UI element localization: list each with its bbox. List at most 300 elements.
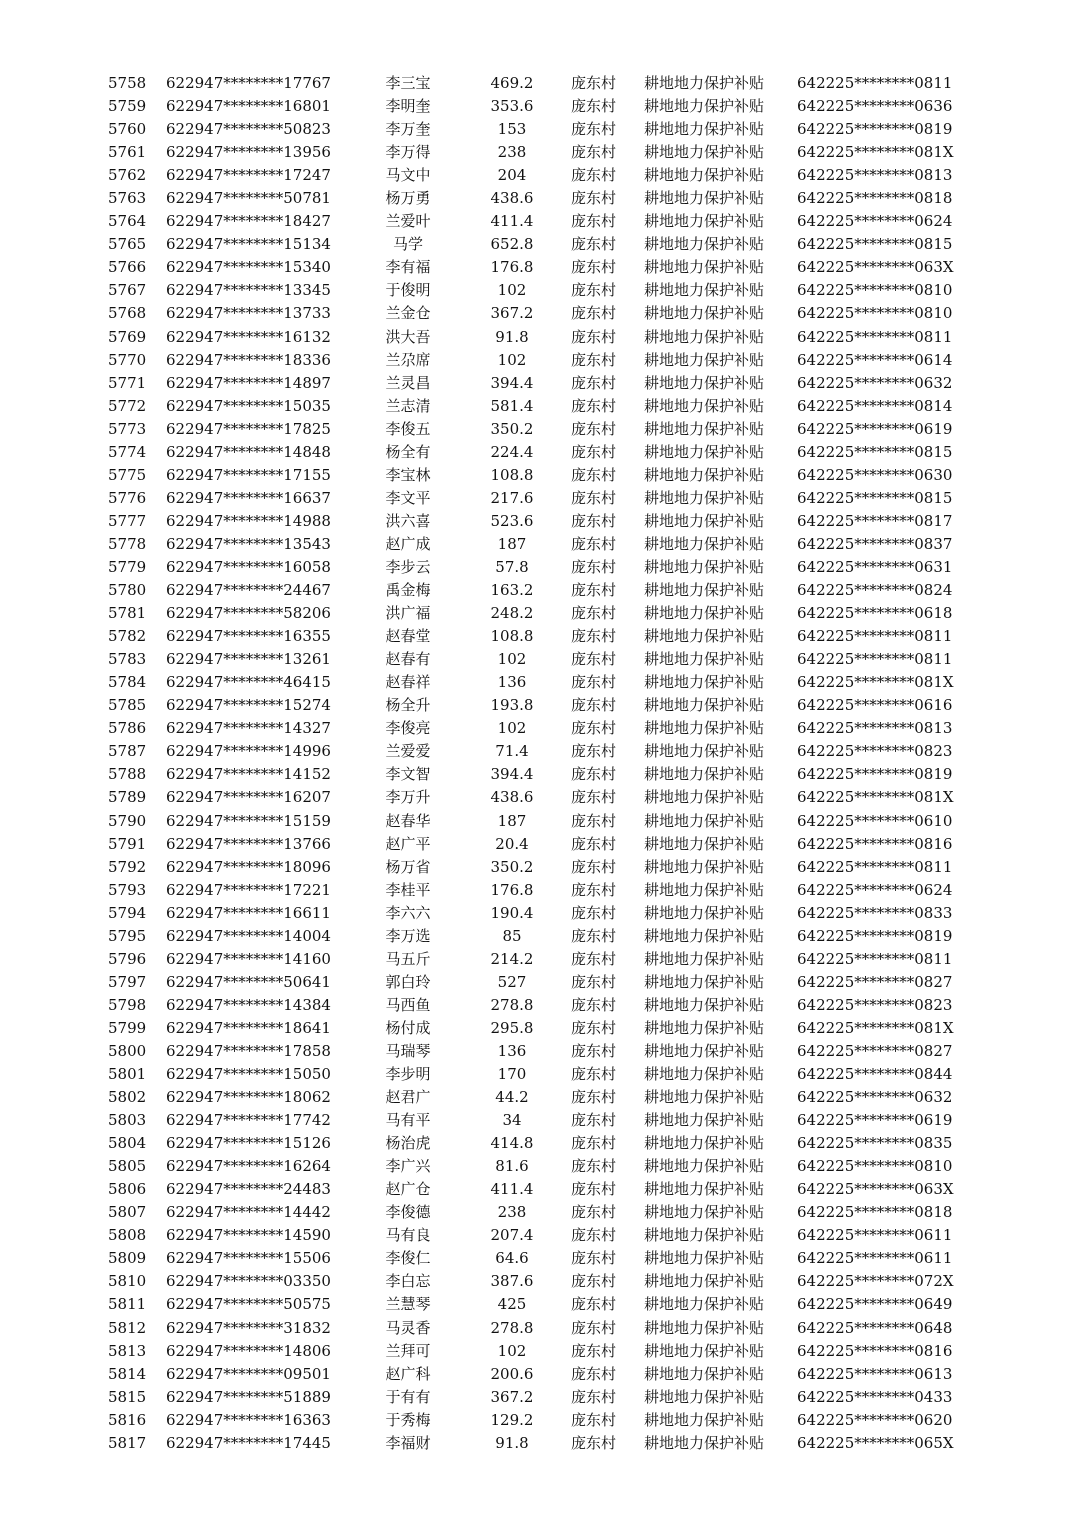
subsidy-type-cell: 耕地地力保护补贴: [644, 327, 765, 346]
village-cell: 庞东村: [571, 995, 617, 1014]
id-number-cell: 642225********0819: [797, 926, 953, 945]
village-cell: 庞东村: [571, 650, 617, 669]
amount-cell: 438.6: [490, 788, 534, 807]
card-number-cell: 622947********14384: [166, 995, 331, 1014]
subsidy-type-cell: 耕地地力保护补贴: [644, 304, 765, 323]
village-cell: 庞东村: [571, 1410, 617, 1429]
amount-cell: 204: [497, 166, 527, 185]
table-row: [0, 1432, 1074, 1455]
village-cell: 庞东村: [571, 212, 617, 231]
amount-cell: 85: [502, 926, 522, 945]
seq-cell: 5779: [108, 557, 147, 576]
name-cell: 李三宝: [385, 74, 431, 92]
table-row: [0, 1155, 1074, 1178]
subsidy-type-cell: 耕地地力保护补贴: [644, 880, 765, 899]
seq-cell: 5795: [108, 926, 147, 945]
card-number-cell: 622947********18427: [166, 212, 331, 231]
table-row: [0, 118, 1074, 141]
id-number-cell: 642225********0648: [797, 1318, 953, 1337]
amount-cell: 411.4: [490, 1180, 534, 1199]
id-number-cell: 642225********0837: [797, 534, 953, 553]
id-number-cell: 642225********081X: [797, 143, 954, 162]
id-number-cell: 642225********0813: [797, 719, 953, 738]
table-row: [0, 579, 1074, 602]
card-number-cell: 622947********16058: [166, 557, 331, 576]
card-number-cell: 622947********15506: [166, 1249, 331, 1268]
subsidy-type-cell: 耕地地力保护补贴: [644, 604, 765, 623]
amount-cell: 153: [497, 120, 527, 139]
subsidy-type-cell: 耕地地力保护补贴: [644, 419, 765, 438]
amount-cell: 176.8: [490, 258, 534, 277]
name-cell: 李文平: [385, 488, 431, 507]
name-cell: 禹金梅: [385, 581, 431, 600]
subsidy-type-cell: 耕地地力保护补贴: [644, 650, 765, 669]
subsidy-type-cell: 耕地地力保护补贴: [644, 972, 765, 991]
table-row: [0, 763, 1074, 786]
village-cell: 庞东村: [571, 465, 617, 484]
seq-cell: 5771: [108, 373, 147, 392]
name-cell: 李万升: [385, 788, 431, 807]
id-number-cell: 642225********0810: [797, 304, 953, 323]
subsidy-type-cell: 耕地地力保护补贴: [644, 1410, 765, 1429]
card-number-cell: 622947********51889: [166, 1387, 331, 1406]
card-number-cell: 622947********13543: [166, 534, 331, 553]
amount-cell: 350.2: [490, 857, 534, 876]
subsidy-type-cell: 耕地地力保护补贴: [644, 396, 765, 415]
subsidy-type-cell: 耕地地力保护补贴: [644, 511, 765, 530]
id-number-cell: 642225********0819: [797, 120, 953, 139]
amount-cell: 411.4: [490, 212, 534, 231]
amount-cell: 163.2: [490, 581, 534, 600]
id-number-cell: 642225********0811: [797, 857, 953, 876]
village-cell: 庞东村: [571, 1180, 617, 1199]
village-cell: 庞东村: [571, 926, 617, 945]
amount-cell: 102: [497, 281, 527, 300]
seq-cell: 5804: [108, 1134, 147, 1153]
amount-cell: 238: [497, 143, 527, 162]
amount-cell: 367.2: [490, 304, 534, 323]
name-cell: 李步云: [385, 557, 431, 576]
name-cell: 杨万勇: [385, 189, 431, 208]
card-number-cell: 622947********16132: [166, 327, 331, 346]
id-number-cell: 642225********0619: [797, 419, 953, 438]
id-number-cell: 642225********0649: [797, 1295, 953, 1314]
amount-cell: 527: [497, 972, 527, 991]
village-cell: 庞东村: [571, 419, 617, 438]
amount-cell: 425: [497, 1295, 527, 1314]
id-number-cell: 642225********065X: [797, 1433, 954, 1452]
village-cell: 庞东村: [571, 1041, 617, 1060]
amount-cell: 102: [497, 350, 527, 369]
village-cell: 庞东村: [571, 442, 617, 461]
subsidy-type-cell: 耕地地力保护补贴: [644, 281, 765, 300]
seq-cell: 5760: [108, 120, 147, 139]
id-number-cell: 642225********0813: [797, 166, 953, 185]
seq-cell: 5759: [108, 97, 147, 116]
amount-cell: 91.8: [495, 1433, 529, 1452]
id-number-cell: 642225********063X: [797, 258, 954, 277]
subsidy-type-cell: 耕地地力保护补贴: [644, 949, 765, 968]
table-row: [0, 971, 1074, 994]
amount-cell: 248.2: [490, 604, 534, 623]
table-row: [0, 1063, 1074, 1086]
table-row: [0, 233, 1074, 256]
id-number-cell: 642225********0624: [797, 880, 953, 899]
seq-cell: 5780: [108, 581, 147, 600]
seq-cell: 5789: [108, 788, 147, 807]
id-number-cell: 642225********0823: [797, 995, 953, 1014]
card-number-cell: 622947********50641: [166, 972, 331, 991]
village-cell: 庞东村: [571, 1295, 617, 1314]
name-cell: 洪大吾: [385, 327, 431, 346]
id-number-cell: 642225********0827: [797, 1041, 953, 1060]
subsidy-type-cell: 耕地地力保护补贴: [644, 465, 765, 484]
card-number-cell: 622947********50823: [166, 120, 331, 139]
amount-cell: 136: [497, 673, 527, 692]
name-cell: 赵君广: [385, 1088, 431, 1107]
card-number-cell: 622947********15134: [166, 235, 331, 254]
card-number-cell: 622947********46415: [166, 673, 331, 692]
card-number-cell: 622947********16264: [166, 1157, 331, 1176]
id-number-cell: 642225********0632: [797, 1088, 953, 1107]
village-cell: 庞东村: [571, 1341, 617, 1360]
subsidy-type-cell: 耕地地力保护补贴: [644, 673, 765, 692]
id-number-cell: 642225********0618: [797, 604, 953, 623]
seq-cell: 5772: [108, 396, 147, 415]
card-number-cell: 622947********15126: [166, 1134, 331, 1153]
table-row: [0, 372, 1074, 395]
amount-cell: 394.4: [490, 765, 534, 784]
name-cell: 杨付成: [385, 1018, 431, 1037]
table-row: [0, 464, 1074, 487]
table-row: [0, 1017, 1074, 1040]
id-number-cell: 642225********0819: [797, 765, 953, 784]
subsidy-type-cell: 耕地地力保护补贴: [644, 442, 765, 461]
seq-cell: 5763: [108, 189, 147, 208]
seq-cell: 5791: [108, 834, 147, 853]
amount-cell: 469.2: [490, 74, 534, 92]
table-row: [0, 1270, 1074, 1293]
table-row: [0, 1132, 1074, 1155]
id-number-cell: 642225********081X: [797, 1018, 954, 1037]
card-number-cell: 622947********14988: [166, 511, 331, 530]
subsidy-type-cell: 耕地地力保护补贴: [644, 1018, 765, 1037]
village-cell: 庞东村: [571, 189, 617, 208]
table-row: [0, 1317, 1074, 1340]
subsidy-type-cell: 耕地地力保护补贴: [644, 1157, 765, 1176]
seq-cell: 5769: [108, 327, 147, 346]
seq-cell: 5768: [108, 304, 147, 323]
table-row: [0, 602, 1074, 625]
table-row: [0, 1178, 1074, 1201]
card-number-cell: 622947********24483: [166, 1180, 331, 1199]
village-cell: 庞东村: [571, 74, 617, 92]
card-number-cell: 622947********17155: [166, 465, 331, 484]
subsidy-type-cell: 耕地地力保护补贴: [644, 719, 765, 738]
subsidy-type-cell: 耕地地力保护补贴: [644, 627, 765, 646]
table-row: [0, 302, 1074, 325]
card-number-cell: 622947********14806: [166, 1341, 331, 1360]
amount-cell: 190.4: [490, 903, 534, 922]
seq-cell: 5803: [108, 1111, 147, 1130]
name-cell: 郭白玲: [385, 972, 431, 991]
card-number-cell: 622947********31832: [166, 1318, 331, 1337]
table-row: [0, 1040, 1074, 1063]
amount-cell: 176.8: [490, 880, 534, 899]
table-row: [0, 925, 1074, 948]
subsidy-type-cell: 耕地地力保护补贴: [644, 1226, 765, 1245]
table-row: [0, 879, 1074, 902]
village-cell: 庞东村: [571, 1088, 617, 1107]
card-number-cell: 622947********16355: [166, 627, 331, 646]
card-number-cell: 622947********17767: [166, 74, 331, 92]
village-cell: 庞东村: [571, 511, 617, 530]
table-row: [0, 533, 1074, 556]
subsidy-type-cell: 耕地地力保护补贴: [644, 1272, 765, 1291]
card-number-cell: 622947********17445: [166, 1433, 331, 1452]
subsidy-type-cell: 耕地地力保护补贴: [644, 1433, 765, 1452]
village-cell: 庞东村: [571, 120, 617, 139]
name-cell: 李桂平: [385, 880, 431, 899]
name-cell: 李广兴: [385, 1157, 431, 1176]
id-number-cell: 642225********0844: [797, 1065, 953, 1084]
table-row: [0, 326, 1074, 349]
subsidy-type-cell: 耕地地力保护补贴: [644, 788, 765, 807]
subsidy-type-cell: 耕地地力保护补贴: [644, 1387, 765, 1406]
village-cell: 庞东村: [571, 1433, 617, 1452]
subsidy-type-cell: 耕地地力保护补贴: [644, 696, 765, 715]
table-row: [0, 395, 1074, 418]
id-number-cell: 642225********072X: [797, 1272, 954, 1291]
name-cell: 兰尕席: [385, 350, 431, 369]
table-row: [0, 1109, 1074, 1132]
subsidy-type-cell: 耕地地力保护补贴: [644, 189, 765, 208]
name-cell: 赵广科: [385, 1364, 431, 1383]
name-cell: 马学: [392, 235, 423, 254]
village-cell: 庞东村: [571, 97, 617, 116]
table-row: [0, 740, 1074, 763]
name-cell: 马灵香: [385, 1318, 431, 1337]
amount-cell: 187: [497, 811, 527, 830]
amount-cell: 108.8: [490, 627, 534, 646]
card-number-cell: 622947********14152: [166, 765, 331, 784]
seq-cell: 5800: [108, 1041, 147, 1060]
table-row: [0, 95, 1074, 118]
id-number-cell: 642225********0811: [797, 627, 953, 646]
village-cell: 庞东村: [571, 857, 617, 876]
amount-cell: 102: [497, 1341, 527, 1360]
amount-cell: 57.8: [495, 557, 529, 576]
name-cell: 李万得: [385, 143, 431, 162]
card-number-cell: 622947********14160: [166, 949, 331, 968]
seq-cell: 5782: [108, 627, 147, 646]
table-row: [0, 349, 1074, 372]
name-cell: 李文智: [385, 765, 431, 784]
name-cell: 杨全有: [385, 442, 431, 461]
village-cell: 庞东村: [571, 488, 617, 507]
card-number-cell: 622947********03350: [166, 1272, 331, 1291]
id-number-cell: 642225********0614: [797, 350, 953, 369]
village-cell: 庞东村: [571, 949, 617, 968]
card-number-cell: 622947********15035: [166, 396, 331, 415]
village-cell: 庞东村: [571, 581, 617, 600]
card-number-cell: 622947********24467: [166, 581, 331, 600]
name-cell: 李万选: [385, 926, 431, 945]
village-cell: 庞东村: [571, 1203, 617, 1222]
table-row: [0, 1340, 1074, 1363]
subsidy-type-cell: 耕地地力保护补贴: [644, 1341, 765, 1360]
subsidy-type-cell: 耕地地力保护补贴: [644, 1203, 765, 1222]
id-number-cell: 642225********0613: [797, 1364, 953, 1383]
table-row: [0, 487, 1074, 510]
card-number-cell: 622947********18641: [166, 1018, 331, 1037]
amount-cell: 367.2: [490, 1387, 534, 1406]
name-cell: 李俊亮: [385, 719, 431, 738]
amount-cell: 91.8: [495, 327, 529, 346]
card-number-cell: 622947********14327: [166, 719, 331, 738]
id-number-cell: 642225********0811: [797, 949, 953, 968]
card-number-cell: 622947********15050: [166, 1065, 331, 1084]
card-number-cell: 622947********16611: [166, 903, 331, 922]
name-cell: 洪六喜: [385, 511, 431, 530]
amount-cell: 238: [497, 1203, 527, 1222]
id-number-cell: 642225********0620: [797, 1410, 953, 1429]
card-number-cell: 622947********17825: [166, 419, 331, 438]
card-number-cell: 622947********14897: [166, 373, 331, 392]
seq-cell: 5787: [108, 742, 147, 761]
village-cell: 庞东村: [571, 258, 617, 277]
card-number-cell: 622947********58206: [166, 604, 331, 623]
id-number-cell: 642225********0611: [797, 1249, 953, 1268]
name-cell: 赵广平: [385, 834, 431, 853]
amount-cell: 71.4: [495, 742, 529, 761]
subsidy-type-cell: 耕地地力保护补贴: [644, 1249, 765, 1268]
id-number-cell: 642225********0815: [797, 442, 953, 461]
village-cell: 庞东村: [571, 788, 617, 807]
name-cell: 马瑞琴: [385, 1041, 431, 1060]
id-number-cell: 642225********0818: [797, 1203, 953, 1222]
seq-cell: 5770: [108, 350, 147, 369]
name-cell: 马五斤: [385, 949, 431, 968]
subsidy-type-cell: 耕地地力保护补贴: [644, 557, 765, 576]
amount-cell: 193.8: [490, 696, 534, 715]
village-cell: 庞东村: [571, 880, 617, 899]
card-number-cell: 622947********15274: [166, 696, 331, 715]
card-number-cell: 622947********09501: [166, 1364, 331, 1383]
subsidy-type-cell: 耕地地力保护补贴: [644, 166, 765, 185]
table-row: [0, 256, 1074, 279]
village-cell: 庞东村: [571, 304, 617, 323]
subsidy-type-cell: 耕地地力保护补贴: [644, 258, 765, 277]
village-cell: 庞东村: [571, 1157, 617, 1176]
name-cell: 李六六: [385, 903, 431, 922]
village-cell: 庞东村: [571, 534, 617, 553]
amount-cell: 652.8: [490, 235, 534, 254]
name-cell: 于有有: [385, 1387, 431, 1406]
seq-cell: 5766: [108, 258, 147, 277]
name-cell: 李万奎: [385, 120, 431, 139]
card-number-cell: 622947********15340: [166, 258, 331, 277]
table-row: [0, 441, 1074, 464]
village-cell: 庞东村: [571, 742, 617, 761]
seq-cell: 5793: [108, 880, 147, 899]
seq-cell: 5809: [108, 1249, 147, 1268]
id-number-cell: 642225********0433: [797, 1387, 953, 1406]
id-number-cell: 642225********0810: [797, 1157, 953, 1176]
card-number-cell: 622947********14004: [166, 926, 331, 945]
subsidy-type-cell: 耕地地力保护补贴: [644, 1088, 765, 1107]
seq-cell: 5817: [108, 1433, 147, 1452]
name-cell: 赵春有: [385, 650, 431, 669]
name-cell: 赵春华: [385, 811, 431, 830]
card-number-cell: 622947********14848: [166, 442, 331, 461]
amount-cell: 136: [497, 1041, 527, 1060]
table-row: [0, 994, 1074, 1017]
id-number-cell: 642225********0815: [797, 488, 953, 507]
name-cell: 赵广仓: [385, 1180, 431, 1199]
id-number-cell: 642225********0610: [797, 811, 953, 830]
seq-cell: 5792: [108, 857, 147, 876]
subsidy-type-cell: 耕地地力保护补贴: [644, 235, 765, 254]
amount-cell: 214.2: [490, 949, 534, 968]
name-cell: 杨万省: [385, 857, 431, 876]
card-number-cell: 622947********17858: [166, 1041, 331, 1060]
card-number-cell: 622947********16801: [166, 97, 331, 116]
seq-cell: 5783: [108, 650, 147, 669]
name-cell: 马有良: [385, 1226, 431, 1245]
amount-cell: 170: [497, 1065, 527, 1084]
subsidy-type-cell: 耕地地力保护补贴: [644, 373, 765, 392]
table-row: [0, 810, 1074, 833]
table-row: [0, 1086, 1074, 1109]
subsidy-type-cell: 耕地地力保护补贴: [644, 1318, 765, 1337]
subsidy-type-cell: 耕地地力保护补贴: [644, 1041, 765, 1060]
table-row: [0, 1363, 1074, 1386]
village-cell: 庞东村: [571, 1065, 617, 1084]
village-cell: 庞东村: [571, 166, 617, 185]
subsidy-type-cell: 耕地地力保护补贴: [644, 1065, 765, 1084]
id-number-cell: 642225********0823: [797, 742, 953, 761]
village-cell: 庞东村: [571, 811, 617, 830]
card-number-cell: 622947********13345: [166, 281, 331, 300]
seq-cell: 5767: [108, 281, 147, 300]
name-cell: 洪广福: [385, 604, 431, 623]
seq-cell: 5786: [108, 719, 147, 738]
village-cell: 庞东村: [571, 1364, 617, 1383]
village-cell: 庞东村: [571, 765, 617, 784]
name-cell: 杨治虎: [385, 1134, 431, 1153]
subsidy-type-cell: 耕地地力保护补贴: [644, 857, 765, 876]
id-number-cell: 642225********0815: [797, 235, 953, 254]
village-cell: 庞东村: [571, 235, 617, 254]
name-cell: 兰灵昌: [385, 373, 431, 392]
seq-cell: 5794: [108, 903, 147, 922]
subsidy-type-cell: 耕地地力保护补贴: [644, 1364, 765, 1383]
table-row: [0, 279, 1074, 302]
seq-cell: 5799: [108, 1018, 147, 1037]
id-number-cell: 642225********0619: [797, 1111, 953, 1130]
amount-cell: 394.4: [490, 373, 534, 392]
card-number-cell: 622947********15159: [166, 811, 331, 830]
name-cell: 李俊仁: [385, 1249, 431, 1268]
seq-cell: 5811: [108, 1295, 147, 1314]
village-cell: 庞东村: [571, 1111, 617, 1130]
name-cell: 李福财: [385, 1433, 431, 1452]
amount-cell: 278.8: [490, 1318, 534, 1337]
name-cell: 兰志清: [385, 396, 431, 415]
village-cell: 庞东村: [571, 834, 617, 853]
subsidy-type-cell: 耕地地力保护补贴: [644, 995, 765, 1014]
